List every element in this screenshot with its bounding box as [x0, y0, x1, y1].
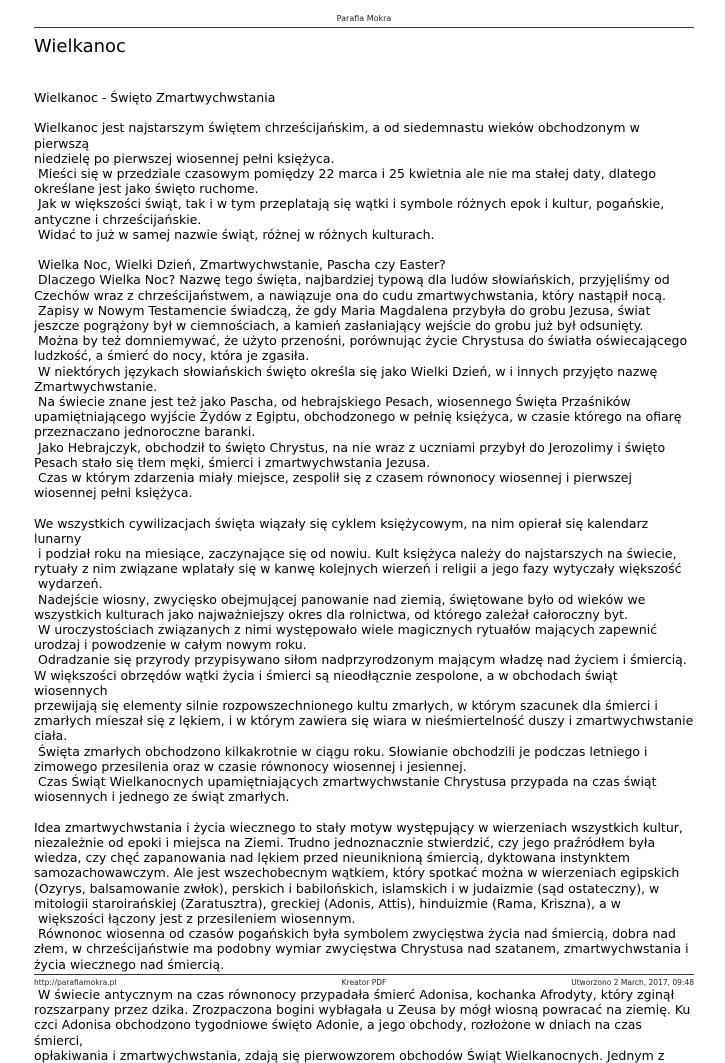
text-line: W świecie antycznym na czas równonocy przypadała śmierć Adonisa, kochanka Afrodyty, który zginął — [34, 986, 675, 1002]
text-line: Jak w większości świąt, tak i w tym przeplatają się wątki i symbole różnych epok i kultur, pogańskie, — [34, 196, 665, 212]
text-line: jeszcze pogrążony był w ciemnościach, a kamień zasłaniający wejście do grobu już był odsunięty. — [34, 318, 644, 334]
text-line: urodzaj i powodzenie w całym nowym roku. — [34, 637, 307, 653]
paragraph — [34, 820, 694, 972]
text-line: W większości obrzędów wątki życia i śmierci są nieodłącznie zespolone, a w obchodach świąt wiosennych — [34, 667, 622, 698]
text-line: Nadejście wiosny, zwycięsko obejmującej panowanie nad ziemią, świętowane było od wieków we — [34, 591, 646, 607]
text-line: wiedza, czy chęć zapanowania nad lękiem przed nieuniknioną śmiercią, dyktowana instynktem — [34, 850, 630, 866]
footer-url-link[interactable]: http://parafiamokra.pl — [34, 978, 117, 987]
text-line: wszystkich kulturach jako najważniejszy okres dla rolnictwa, od którego zależał całoroczny byt. — [34, 606, 628, 622]
text-line: Wielka Noc, Wielki Dzień, Zmartwychwstanie, Pascha czy Easter? — [34, 257, 446, 273]
paragraph-list — [34, 120, 694, 1063]
text-line: Wielkanoc jest najstarszym świętem chrześcijańskim, a od siedemnastu wieków obchodzonym w pierwszą — [34, 120, 644, 151]
text-line: czci Adonisa obchodzono tygodniowe święto Adonie, a jego obchody, rozłożone w dniach na czas śmierci, — [34, 1017, 646, 1048]
text-line: mitologii staroirańskiej (Zaratusztra), greckiej (Adonis, Attis), hinduizmie (Rama, Kriszna), a w — [34, 895, 621, 911]
article-subtitle: Wielkanoc - Święto Zmartwychwstania — [34, 90, 276, 105]
text-line: rytuały z nim związane wplatały się w kanwę kolejnych wierzeń i religii a jego fazy wytyczały większość — [34, 561, 682, 577]
paragraph — [34, 257, 694, 500]
footer-generator: Kreator PDF — [341, 978, 387, 987]
text-line: W niektórych językach słowiańskich święto określa się jako Wielki Dzień, w i innych przyjęto nazwę — [34, 363, 658, 379]
paragraph — [34, 516, 694, 805]
text-line: Czas w którym zdarzenia miały miejsce, zespolił się z czasem równonocy wiosennej i pierwszej — [34, 470, 632, 486]
text-line: życia wiecznego nad śmiercią. — [34, 956, 225, 972]
text-line: opłakiwania i zmartwychwstania, zdają się pierwowzorem obchodów Świąt Wielkanocnych. Jednym z — [34, 1047, 665, 1063]
text-line: Zapisy w Nowym Testamencie świadczą, że gdy Maria Magdalena przybyła do grobu Jezusa, świat — [34, 302, 651, 318]
text-line: Odradzanie się przyrody przypisywano siłom nadprzyrodzonym mającym władzę nad życiem i śmiercią. — [34, 652, 687, 668]
text-line: przewijają się elementy silnie rozpowszechnionego kultu zmarłych, w którym szacunek dla śmierci i — [34, 698, 658, 714]
text-line: W uroczystościach związanych z nimi występowało wiele magicznych rytuałów mających zapewnić — [34, 622, 658, 638]
text-line: niezależnie od epoki i miejsca na Ziemi. Trudno jednoznacznie stwierdzić, czy jego praźródłem była — [34, 834, 656, 850]
text-line: Można by też domniemywać, że użyto przenośni, porównując życie Chrystusa do światła oświecającego — [34, 333, 688, 349]
text-line: We wszystkich cywilizacjach święta wiązały się cyklem księżycowym, na nim opierał się kalendarz lunarny — [34, 515, 653, 546]
text-line: wiosennych i jednego ze świąt zmarłych. — [34, 789, 290, 805]
text-line: ciała. — [34, 728, 68, 744]
text-line: Równonoc wiosenna od czasów pogańskich była symbolem zwycięstwa życia nad śmiercią, dobra nad — [34, 926, 676, 942]
text-line: rozszarpany przez dzika. Zrozpaczona bogini wybłagała u Zeusa by mógł wiosną powracać na ziemię. Ku — [34, 1002, 691, 1018]
header-divider — [34, 27, 694, 28]
text-line: samozachowawczym. Ale jest wszechobecnym wątkiem, który spotkać można w wierzeniach egipskich — [34, 865, 680, 881]
text-line: Jako Hebrajczyk, obchodził to święto Chrystus, na nie wraz z uczniami przybył do Jerozolimy i święto — [34, 439, 666, 455]
text-line: i podział roku na miesiące, zaczynające się od nowiu. Kult księżyca należy do najstarszych na świecie, — [34, 546, 677, 562]
text-line: Idea zmartwychwstania i życia wiecznego to stały motyw występujący w wierzeniach wszystkich kultur, — [34, 819, 683, 835]
text-line: Czas Świąt Wielkanocnych upamiętniających zmartwychwstanie Chrystusa przypada na czas świąt — [34, 774, 657, 790]
text-line: Na świecie znane jest też jako Pascha, od hebrajskiego Pesach, wiosennego Święta Przaśników — [34, 394, 631, 410]
paragraph — [34, 120, 694, 242]
page-header: Parafia Mokra — [336, 14, 392, 23]
text-line: Widać to już w samej nazwie świąt, różnej w różnych kulturach. — [34, 226, 435, 242]
page-title: Wielkanoc — [34, 36, 126, 57]
text-line: wiosennej pełni księżyca. — [34, 485, 193, 501]
text-line: upamiętniającego wyjście Żydów z Egiptu, obchodzonego w pełnię księżyca, w czasie którego na ofiarę — [34, 409, 682, 425]
text-line: antyczne i chrześcijańskie. — [34, 211, 202, 227]
text-line: złem, w chrześcijaństwie ma podobny wymiar zwycięstwa Chrystusa nad szatanem, zmartwychwstania i — [34, 941, 689, 957]
footer-created-date: Utworzono 2 March, 2017, 09:48 — [571, 978, 694, 987]
text-line: Zmartwychwstanie. — [34, 378, 158, 394]
text-line: zmarłych mieszał się z lękiem, i w którym zawiera się wiara w nieśmiertelność duszy i zmartwychwstanie — [34, 713, 694, 729]
text-line: większości łączony jest z przesileniem wiosennym. — [34, 910, 356, 926]
text-line: Dlaczego Wielka Noc? Nazwę tego święta, najbardziej typową dla ludów słowiańskich, przyjęliśmy od — [34, 272, 670, 288]
footer-divider — [34, 974, 694, 975]
text-line: określane jest jako święto ruchome. — [34, 181, 259, 197]
text-line: Święta zmarłych obchodzono kilkakrotnie w ciągu roku. Słowianie obchodzili je podczas letniego i — [34, 743, 648, 759]
text-line: przeznaczano jednoroczne baranki. — [34, 424, 256, 440]
text-line: Czechów wraz z chrześcijaństwem, a nawiązuje ona do cudu zmartwychwstania, który nastąpił nocą. — [34, 287, 666, 303]
text-line: Pesach stało się tłem męki, śmierci i zmartwychwstania Jezusa. — [34, 454, 431, 470]
text-line: Mieści się w przedziale czasowym pomiędzy 22 marca i 25 kwietnia ale nie ma stałej daty, dlatego — [34, 166, 656, 181]
text-line: (Ozyrys, balsamowanie zwłok), perskich i babilońskich, islamskich i w judaizmie (sąd ostateczny), w — [34, 880, 660, 896]
text-line: niedzielę po pierwszej wiosennej pełni księżyca. — [34, 150, 335, 166]
text-line: ludzkość, a śmierć do nocy, która je zgasiła. — [34, 348, 310, 364]
text-line: zimowego przesilenia oraz w czasie równonocy wiosennej i jesiennej. — [34, 758, 467, 774]
text-line: wydarzeń. — [34, 576, 103, 592]
paragraph — [34, 987, 694, 1063]
